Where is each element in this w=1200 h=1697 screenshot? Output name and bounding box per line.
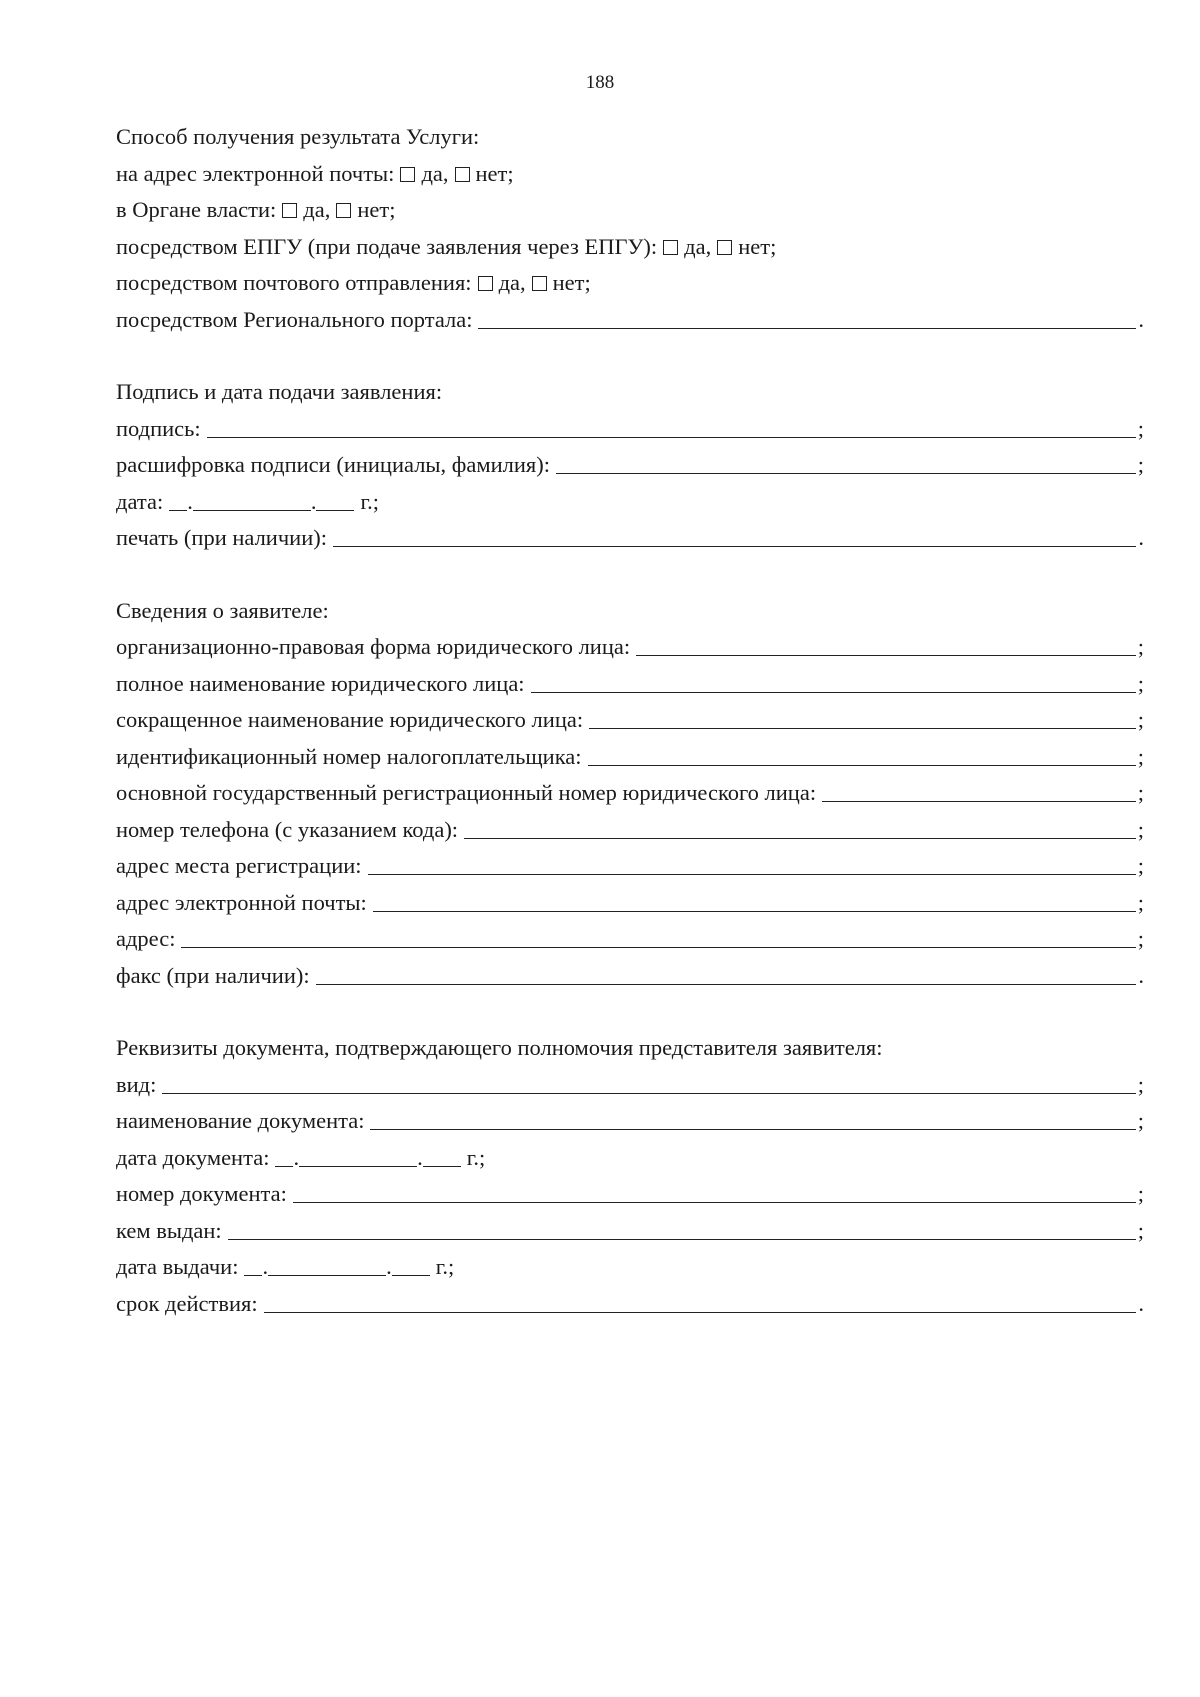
document-date-year-field[interactable] bbox=[423, 1148, 461, 1167]
delivery-regional-label: посредством Регионального портала: bbox=[116, 306, 473, 332]
delivery-authority-row bbox=[116, 197, 1144, 234]
signature-date-year-field[interactable] bbox=[316, 492, 354, 511]
document-issue-date-year-field[interactable] bbox=[392, 1257, 430, 1276]
document-number-label: номер документа: bbox=[116, 1181, 287, 1206]
signature-date-label: дата: bbox=[116, 488, 164, 514]
applicant-section bbox=[116, 598, 1144, 1000]
document-date-label: дата документа: bbox=[116, 1144, 270, 1170]
delivery-epgu-yes-label: да, bbox=[684, 233, 712, 259]
delivery-mail-no-checkbox[interactable] bbox=[532, 276, 547, 291]
document-number-row: номер документа: ; bbox=[116, 1181, 1144, 1206]
document-date-row: дата документа: . . г.; bbox=[116, 1144, 486, 1170]
form-content bbox=[116, 124, 1144, 1363]
signature-row: подпись: ; bbox=[116, 415, 1144, 441]
delivery-email-row bbox=[116, 161, 1144, 198]
document-date-month-field[interactable] bbox=[299, 1148, 417, 1167]
signature-heading: Подпись и дата подачи заявления: bbox=[116, 379, 443, 404]
delivery-epgu-yes-checkbox[interactable] bbox=[663, 240, 678, 255]
delivery-authority-label: в Органе власти: bbox=[116, 197, 277, 222]
delivery-authority-no-label: нет; bbox=[357, 197, 396, 222]
applicant-field-label: полное наименование юридического лица: bbox=[116, 670, 525, 696]
applicant-fax-field[interactable] bbox=[316, 966, 1137, 985]
applicant-field-label: организационно-правовая форма юридического лица: bbox=[116, 634, 631, 659]
applicant-field-row: номер телефона (с указанием кода): ; bbox=[116, 816, 1144, 842]
delivery-epgu-label: посредством ЕПГУ (при подаче заявления через ЕПГУ): bbox=[116, 233, 658, 259]
delivery-regional-row: посредством Регионального портала: . bbox=[116, 306, 1144, 332]
applicant-phone-field[interactable] bbox=[464, 820, 1136, 839]
applicant-field-label: факс (при наличии): bbox=[116, 962, 310, 988]
document-kind-row: вид: ; bbox=[116, 1071, 1144, 1097]
document-section bbox=[116, 1035, 1144, 1327]
delivery-authority-yes-label: да, bbox=[303, 197, 331, 222]
document-heading: Реквизиты документа, подтверждающего полномочия представителя заявителя: bbox=[116, 1035, 883, 1060]
document-validity-field[interactable] bbox=[264, 1294, 1137, 1313]
document-validity-label: срок действия: bbox=[116, 1290, 258, 1316]
signature-seal-field[interactable] bbox=[333, 528, 1136, 547]
document-kind-field[interactable] bbox=[162, 1075, 1135, 1094]
signature-seal-label: печать (при наличии): bbox=[116, 525, 327, 550]
delivery-regional-field[interactable] bbox=[478, 310, 1136, 329]
applicant-field-label: адрес электронной почты: bbox=[116, 889, 367, 915]
delivery-epgu-no-label: нет; bbox=[738, 233, 777, 259]
document-number-field[interactable] bbox=[293, 1184, 1136, 1203]
document-issue-date-month-field[interactable] bbox=[268, 1257, 386, 1276]
applicant-field-label: адрес: bbox=[116, 926, 176, 951]
delivery-authority-no-checkbox[interactable] bbox=[336, 203, 351, 218]
document-issue-date-day-field[interactable] bbox=[244, 1257, 262, 1276]
page-number: 188 bbox=[585, 72, 615, 93]
delivery-mail-label: посредством почтового отправления: bbox=[116, 270, 472, 295]
signature-label: подпись: bbox=[116, 415, 201, 441]
applicant-field-label: адрес места регистрации: bbox=[116, 853, 362, 878]
applicant-field-label: идентификационный номер налогоплательщика: bbox=[116, 743, 582, 769]
signature-decode-field[interactable] bbox=[556, 455, 1136, 474]
delivery-email-no-checkbox[interactable] bbox=[455, 167, 470, 182]
document-issue-date-label: дата выдачи: bbox=[116, 1254, 239, 1279]
document-name-field[interactable] bbox=[370, 1111, 1135, 1130]
applicant-field-label: сокращенное наименование юридического лица: bbox=[116, 707, 584, 732]
document-issued-by-field[interactable] bbox=[228, 1221, 1136, 1240]
delivery-email-yes-label: да, bbox=[421, 160, 449, 186]
signature-date-day-field[interactable] bbox=[169, 492, 187, 511]
delivery-authority-yes-checkbox[interactable] bbox=[282, 203, 297, 218]
document-kind-label: вид: bbox=[116, 1071, 157, 1097]
applicant-field-row: сокращенное наименование юридического лица: ; bbox=[116, 707, 1144, 732]
applicant-registration-address-field[interactable] bbox=[368, 856, 1136, 875]
delivery-epgu-row bbox=[116, 234, 1144, 271]
applicant-field-row: полное наименование юридического лица: ; bbox=[116, 670, 1144, 696]
applicant-field-row: идентификационный номер налогоплательщика: ; bbox=[116, 743, 1144, 769]
document-name-label: наименование документа: bbox=[116, 1108, 365, 1133]
applicant-field-label: номер телефона (с указанием кода): bbox=[116, 816, 459, 842]
applicant-email-field[interactable] bbox=[373, 893, 1136, 912]
delivery-mail-row bbox=[116, 270, 1144, 307]
signature-seal-row: печать (при наличии): . bbox=[116, 525, 1144, 550]
document-date-day-field[interactable] bbox=[275, 1148, 293, 1167]
applicant-field-row: адрес: ; bbox=[116, 926, 1144, 951]
signature-field[interactable] bbox=[207, 419, 1136, 438]
applicant-heading: Сведения о заявителе: bbox=[116, 597, 329, 623]
delivery-mail-no-label: нет; bbox=[552, 270, 591, 295]
applicant-field-row: адрес электронной почты: ; bbox=[116, 889, 1144, 915]
delivery-mail-yes-label: да, bbox=[498, 270, 526, 295]
applicant-field-row: адрес места регистрации: ; bbox=[116, 853, 1144, 878]
applicant-full-name-field[interactable] bbox=[531, 674, 1136, 693]
delivery-epgu-no-checkbox[interactable] bbox=[717, 240, 732, 255]
delivery-email-no-label: нет; bbox=[475, 160, 514, 186]
applicant-short-name-field[interactable] bbox=[589, 710, 1136, 729]
delivery-email-yes-checkbox[interactable] bbox=[400, 167, 415, 182]
document-name-row: наименование документа: ; bbox=[116, 1108, 1144, 1133]
document-issued-by-label: кем выдан: bbox=[116, 1217, 222, 1243]
delivery-mail-yes-checkbox[interactable] bbox=[478, 276, 493, 291]
applicant-field-label: основной государственный регистрационный номер юридического лица: bbox=[116, 780, 817, 805]
applicant-legal-form-field[interactable] bbox=[636, 637, 1136, 656]
applicant-field-row: организационно-правовая форма юридического лица: ; bbox=[116, 634, 1144, 659]
document-issue-date-row: дата выдачи: . . г.; bbox=[116, 1254, 455, 1279]
signature-decode-label: расшифровка подписи (инициалы, фамилия): bbox=[116, 452, 551, 477]
applicant-field-row: основной государственный регистрационный номер юридического лица: ; bbox=[116, 780, 1144, 805]
delivery-method-section bbox=[116, 124, 1144, 343]
document-validity-row: срок действия: . bbox=[116, 1290, 1144, 1316]
delivery-email-label: на адрес электронной почты: bbox=[116, 160, 395, 186]
signature-decode-row: расшифровка подписи (инициалы, фамилия): ; bbox=[116, 452, 1144, 477]
applicant-address-field[interactable] bbox=[181, 929, 1135, 948]
signature-date-month-field[interactable] bbox=[193, 492, 311, 511]
applicant-inn-field[interactable] bbox=[588, 747, 1136, 766]
signature-date-row: дата: . . г.; bbox=[116, 488, 380, 514]
document-issued-by-row: кем выдан: ; bbox=[116, 1217, 1144, 1243]
signature-section bbox=[116, 379, 1144, 562]
applicant-field-row: факс (при наличии): . bbox=[116, 962, 1144, 988]
delivery-heading: Способ получения результата Услуги: bbox=[116, 124, 480, 149]
applicant-ogrn-field[interactable] bbox=[822, 783, 1136, 802]
